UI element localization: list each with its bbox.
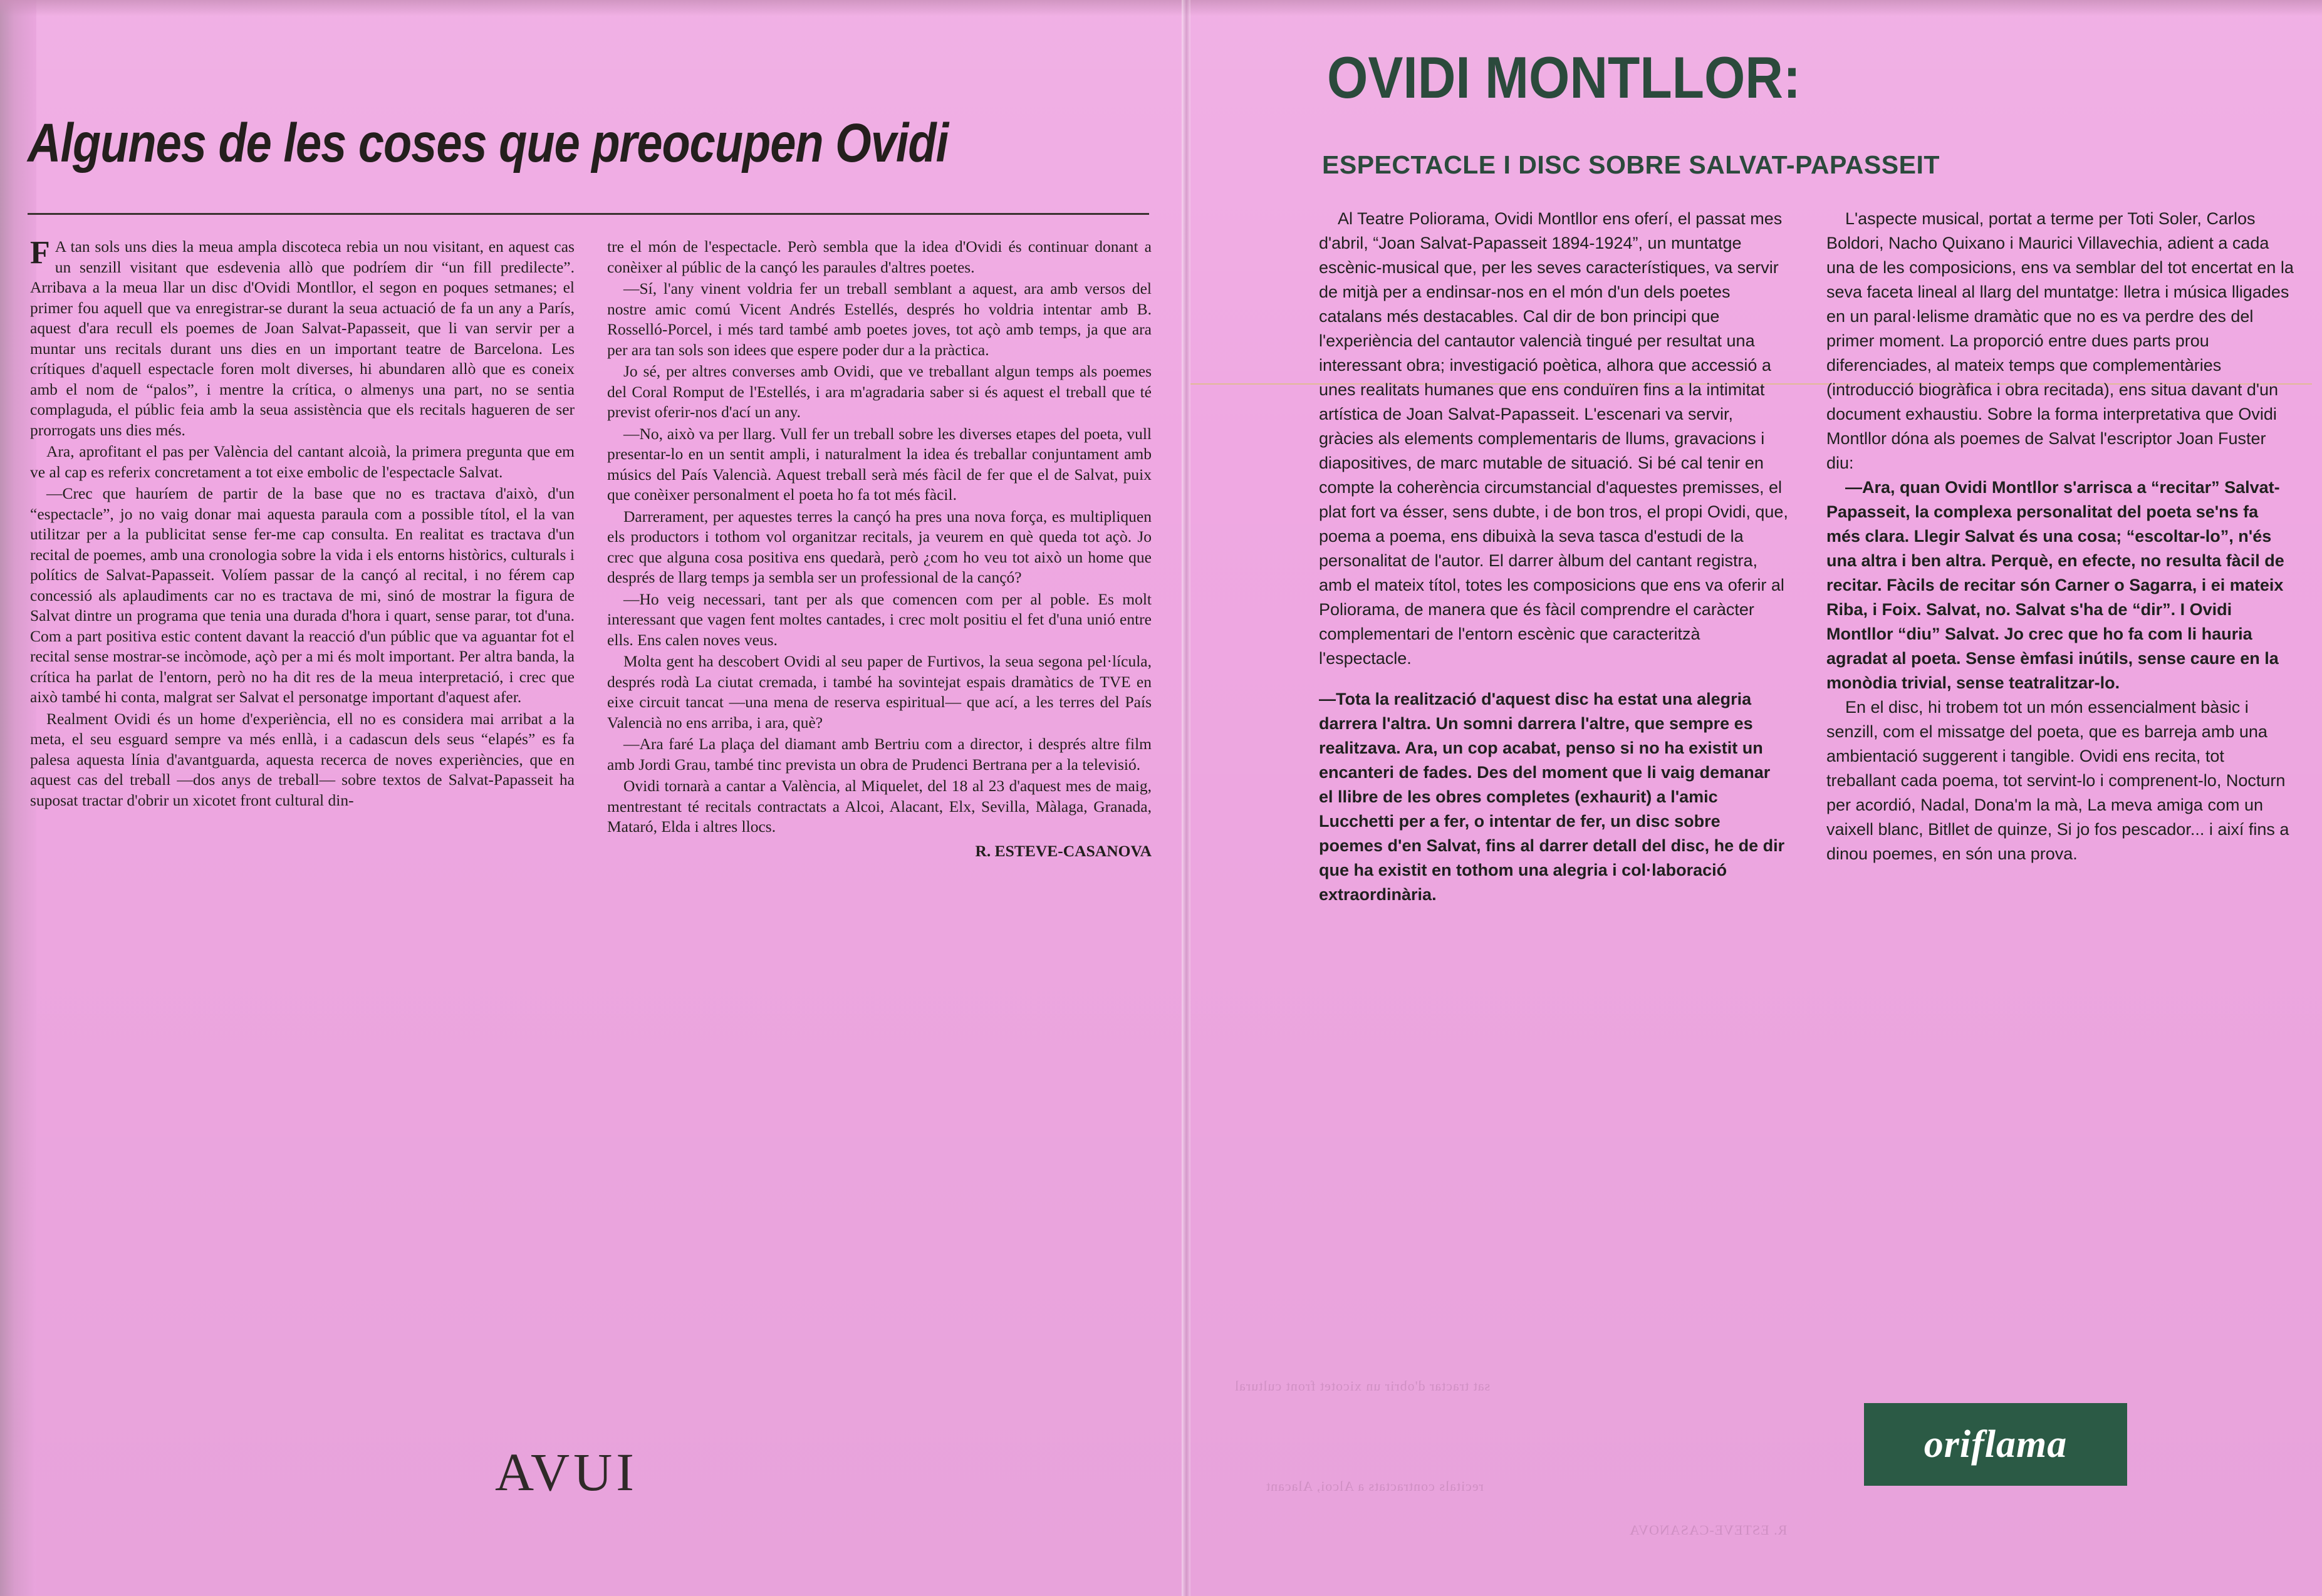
paragraph: Al Teatre Poliorama, Ovidi Montllor ens oferí, el passat mes d'abril, “Joan Salvat-Papasseit 1894-1924”, un muntatge escènic-musical que, per les seves característiques, va servir de mitjà per a endinsar-nos en el món d'un dels poetes catalans més destacables. Cal dir de bon principi que l'experiència del cantautor valencià tingué per resultat una interessant obra; investigació poètica, alhora que accessió a unes realitats humanes que ens conduïren fins a la intimitat artística de Joan Salvat-Papasseit. L'escenari va servir, gràcies als elements complementaris de llums, gravacions i diapositives, de marc mutable de situació. Si bé cal tenir en compte la coherència circumstancial d'aquestes premisses, el plat fort va ésser, sens dubte, i de bon tros, el propi Ovidi, que, poema a poema, ens dibuixà la seva tasca d'estudi de la personalitat de l'autor. El darrer àlbum del cantant registra, amb el mateix títol, totes les composicions que ens va oferir al Poliorama, de manera que és fàcil comprendre el caràcter complementari de l'entorn escènic que caracteritzà l'espectacle. (1319, 209, 1788, 668)
headline-rule (28, 213, 1149, 215)
paragraph: —Ho veig necessari, tant per als que comencen com per al poble. Es molt interessant que vagen fent moltes cantades, i crec molt positiu el fet d'una unió entre ells. Ens calen noves veus. (607, 589, 1152, 649)
paragraph-quote: —Ara, quan Ovidi Montllor s'arrisca a “recitar” Salvat-Papasseit, la complexa personalitat del poeta se'ns fa més clara. Llegir Salvat és una cosa; “escoltar-lo”, n'és una altra i ben altra. Perquè, en efecte, no resulta fàcil de recitar. Fàcils de recitar són Carner o Sagarra, i ei mateix Riba, i Foix. Salvat, no. Salvat s'ha de “dir”. I Ovidi Montllor “diu” Salvat. Jo crec que ho fa com li hauria agradat al poeta. Sense èmfasi inútils, sense caure en la monòdia trivial, sense teatralitzar-lo. (1826, 478, 2284, 692)
right-column-2 (1826, 207, 2296, 907)
left-column-1 (30, 237, 575, 1289)
left-column-2 (607, 237, 1152, 1289)
right-subtitle: ESPECTACLE I DISC SOBRE SALVAT-PAPASSEIT (1322, 150, 1940, 179)
left-columns (30, 237, 1152, 1289)
byline: R. ESTEVE-CASANOVA (975, 841, 1152, 860)
bleed-through-text: recitals contractats a Alcoi, Alacant (1266, 1478, 1484, 1494)
right-title: OVIDI MONTLLOR: (1327, 44, 1801, 111)
paragraph: —Ara faré La plaça del diamant amb Bertriu com a director, i després altre film amb Jordi Grau, també tinc prevista un obra de Prudenci Bertrana per a la televisió. (607, 735, 1152, 774)
paragraph: Ovidi tornarà a cantar a València, al Miquelet, del 18 al 23 d'aquest mes de maig, mentrestant té recitals contractats a Alcoi, Alacant, Elx, Sevilla, Màlaga, Granada, Mataró, Elda i altres llocs. (607, 777, 1152, 836)
paragraph: —Crec que hauríem de partir de la base que no es tractava d'això, d'un “espectacle”, jo no vaig donar mai aquesta paraula com a possible títol, el la van utilitzar per a la publicitat sense fer-me cap consulta. En realitat es tractava d'un recital de poemes, amb una cronologia sobre la vida i els entorns històrics, culturals i polítics de Salvat-Papasseit. Volíem passar de la cançó al recital, i no férem cap concessió als aplaudiments car no es tractava de mi, sinó de mostrar la figura de Salvat dintre un programa que tenia una durada d'hora i quart, sense parar, tot d'una. Com a part positiva estic content davant la reacció d'un públic que va aguantar fot el recital sense mostrar-se incòmode, açò per a mi és molt important. Per altra banda, la crítica ha parlat de l'entorn, però no ha dit res de la meua interpretació, i crec que això també hi conta, malgrat ser Salvat el personatge important d'aquest afer. (30, 484, 575, 706)
paragraph-quote: —Tota la realització d'aquest disc ha estat una alegria darrera l'altra. Un somni darrera l'altre, que sempre es realitzava. Ara, un cop acabat, penso si no ha existit un encanteri de fades. Des del moment que li vaig demanar el llibre de les obres completes (exhaurit) a l'amic Lucchetti per a fer, o intentar de fer, un disc sobre poemes d'en Salvat, fins al darrer detall del disc, he de dir que ha existit en tothom una alegria i col·laboració extraordinària. (1319, 690, 1785, 904)
bleed-through-text: R. ESTEVE-CASANOVA (1629, 1522, 1788, 1538)
paragraph: En el disc, hi trobem tot un món essencialment bàsic i senzill, com el missatge del poeta, que es barreja amb una ambientació suggerent i tangible. Ovidi ens recita, tot treballant cada poema, tot servint-lo i comprenent-lo, Nocturn per acordió, Nadal, Dona'm la mà, La meva amiga com un vaixell blanc, Bitllet de quinze, Si jo fos pescador... i així fins a dinou poemes, en són una prova. (1826, 698, 2289, 863)
right-page (1190, 0, 2322, 1596)
paragraph: tre el món de l'espectacle. Però sembla que la idea d'Ovidi és continuar donant a conèixer al públic de la cançó les paraules d'altres poetes. (607, 237, 1152, 276)
oriflama-label: oriflama (1924, 1422, 2068, 1466)
paragraph: —No, això va per llarg. Vull fer un treball sobre les diverses etapes del poeta, vull presentar-lo en un sentit ampli, i naturalment la idea és treballar conjuntament amb músics del País Valencià. Aquest treball serà més fàcil de fer que el de Salvat, puix que conèixer personalment el poeta ho fa tot més fàcil. (607, 424, 1152, 504)
paragraph: —Sí, l'any vinent voldria fer un treball semblant a aquest, ara amb versos del nostre amic comú Vicent Andrés Estellés, després ho voldria intentar amb B. Rosselló-Porcel, i més tard també amb poetes joves, tot açò amb temps, ja que ara per ara tan sols son idees que espere poder dur a la pràctica. (607, 279, 1152, 359)
bleed-through-text: sat tractar d'obrir un xicotet front cultural (1234, 1378, 1491, 1394)
paragraph: Darrerament, per aquestes terres la cançó ha pres una nova força, es multipliquen els productors i tothom vol organitzar recitals, ja veurem en què queda tot açò. Jo crec que alguna cosa positiva ens quedarà, però ¿com ho veu tot això un home que després de llarg temps ja sembla ser un professional de la cançó? (607, 507, 1152, 586)
paragraph: Realment Ovidi és un home d'experiència, ell no es considera mai arribat a la meta, el seu esguard sempre va més enllà, i a cadascun dels seus “elapés” es fa palesa aquesta línia d'avantguarda, aquesta recerca de noves experiències, que en aquest cas del treball —dos anys de treball— sobre textos de Salvat-Papasseit ha suposat tractar d'obrir un xicotet front cultural din- (30, 709, 575, 809)
paragraph: F A tan sols uns dies la meua ampla discoteca rebia un nou visitant, en aquest cas un senzill visitant que esdevenia allò que podríem dir “un fill predilecte”. Arribava a la meua llar un disc d'Ovidi Montllor, el segon en poques setmanes; el primer fou aquell que va enregistrar-se durant la seua actuació de fa un any a París, aquest d'ara recull els poemes de Joan Salvat-Papasseit, que li van servir per a muntar uns recitals durant uns dies en un important teatre de Barcelona. Les crítiques d'aquell espectacle foren molt diverses, hi abundaren allò que es coneix amb el nom de “palos”, i mentre la crítica, o almenys una part, no se sentia complaguda, el públic feia amb la seua assistència que els recitals hagueren de ser prorrogats uns dies més. (30, 235, 575, 439)
paragraph: L'aspecte musical, portat a terme per Toti Soler, Carlos Boldori, Nacho Quixano i Maurici Villavechia, adient a cada una de les composicions, ens va semblar del tot encertat en la seva faceta lineal al llarg del muntatge: lletra i música lligades en un paral·lelisme dramàtic que no es va perdre des del primer moment. La proporció entre dues parts prou diferenciades, al mateix temps que complementàries (introducció biogràfica i obra recitada), ens situa davant d'un document exhaustiu. Sobre la forma interpretativa que Ovidi Montllor dóna als poemes de Salvat l'escriptor Joan Fuster diu: (1826, 209, 2294, 472)
right-column-1 (1319, 207, 1789, 907)
left-headline: Algunes de les coses que preocupen Ovidi (28, 112, 949, 174)
page-fold (1182, 0, 1190, 1596)
publication-logo-oriflama (1864, 1403, 2127, 1486)
publication-logo-avui: AVUI (495, 1442, 638, 1502)
drop-cap: F (30, 235, 50, 271)
right-columns (1319, 207, 2296, 907)
paragraph: Molta gent ha descobert Ovidi al seu paper de Furtivos, la seua segona pel·lícula, després rodà La ciutat cremada, i també ha sovintejat espais dramàtics de TVE en eixe circuit tancat —una mena de reserva espiritual— que ací, a les terres del País Valencià no ens arriba, i ara, què? (607, 652, 1152, 732)
paragraph: Jo sé, per altres converses amb Ovidi, que ve treballant algun temps als poemes del Coral Romput de l'Estellés, i ara m'agradaria saber si és aquest el treball que té previst oferir-nos d'ací un any. (607, 362, 1152, 421)
paragraph: Ara, aprofitant el pas per València del cantant alcoià, la primera pregunta que em ve al cap es referix concretament a tot eixe embolic de l'espectacle Salvat. (30, 442, 575, 481)
